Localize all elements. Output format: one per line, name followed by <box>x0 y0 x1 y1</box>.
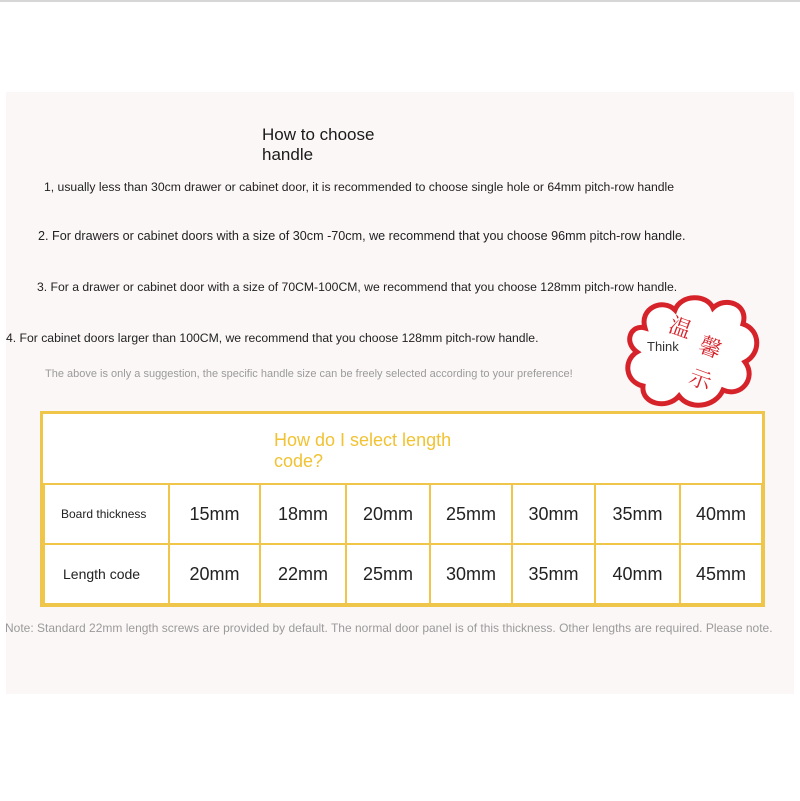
guide-line-3: 3. For a drawer or cabinet door with a size of 70CM-100CM, we recommend that you choose 128mm pitch-row handle. <box>37 280 678 294</box>
board-thickness-cell: 30mm <box>511 483 596 545</box>
guide-line-4: 4. For cabinet doors larger than 100CM, we recommend that you choose 128mm pitch-row handle. <box>6 331 539 345</box>
length-code-cell: 30mm <box>429 543 513 605</box>
page-title: How to choose handle <box>262 125 375 164</box>
guide-line-2: 2. For drawers or cabinet doors with a size of 30cm -70cm, we recommend that you choose 96mm pitch-row handle. <box>38 229 686 243</box>
length-table-title: How do I select length code? <box>274 430 452 471</box>
suggestion-text: The above is only a suggestion, the specific handle size can be freely selected according to your preference! <box>45 368 573 380</box>
screw-length-note: Note: Standard 22mm length screws are provided by default. The normal door panel is of this thickness. Other lengths are required. Please note. <box>5 621 773 635</box>
length-code-cell: 35mm <box>511 543 596 605</box>
badge-char-1: 温 <box>665 313 695 345</box>
board-thickness-cell: 20mm <box>345 483 431 545</box>
board-thickness-cell: 15mm <box>168 483 261 545</box>
board-thickness-header: Board thickness <box>43 483 170 545</box>
length-code-cell: 45mm <box>679 543 763 605</box>
board-thickness-cell: 25mm <box>429 483 513 545</box>
board-thickness-cell: 40mm <box>679 483 763 545</box>
board-thickness-cell: 18mm <box>259 483 347 545</box>
badge-english-label: Think <box>647 339 679 354</box>
length-code-cell: 20mm <box>168 543 261 605</box>
badge-char-3: 示 <box>685 365 715 397</box>
board-thickness-cell: 35mm <box>594 483 681 545</box>
length-code-cell: 22mm <box>259 543 347 605</box>
badge-char-2: 馨 <box>695 333 725 365</box>
guide-line-1: 1, usually less than 30cm drawer or cabinet door, it is recommended to choose single hole or 64mm pitch-row handle <box>44 180 675 194</box>
length-code-header: Length code <box>43 543 170 605</box>
length-code-cell: 40mm <box>594 543 681 605</box>
length-code-cell: 25mm <box>345 543 431 605</box>
reminder-badge-icon <box>615 290 765 415</box>
top-divider <box>0 0 800 2</box>
